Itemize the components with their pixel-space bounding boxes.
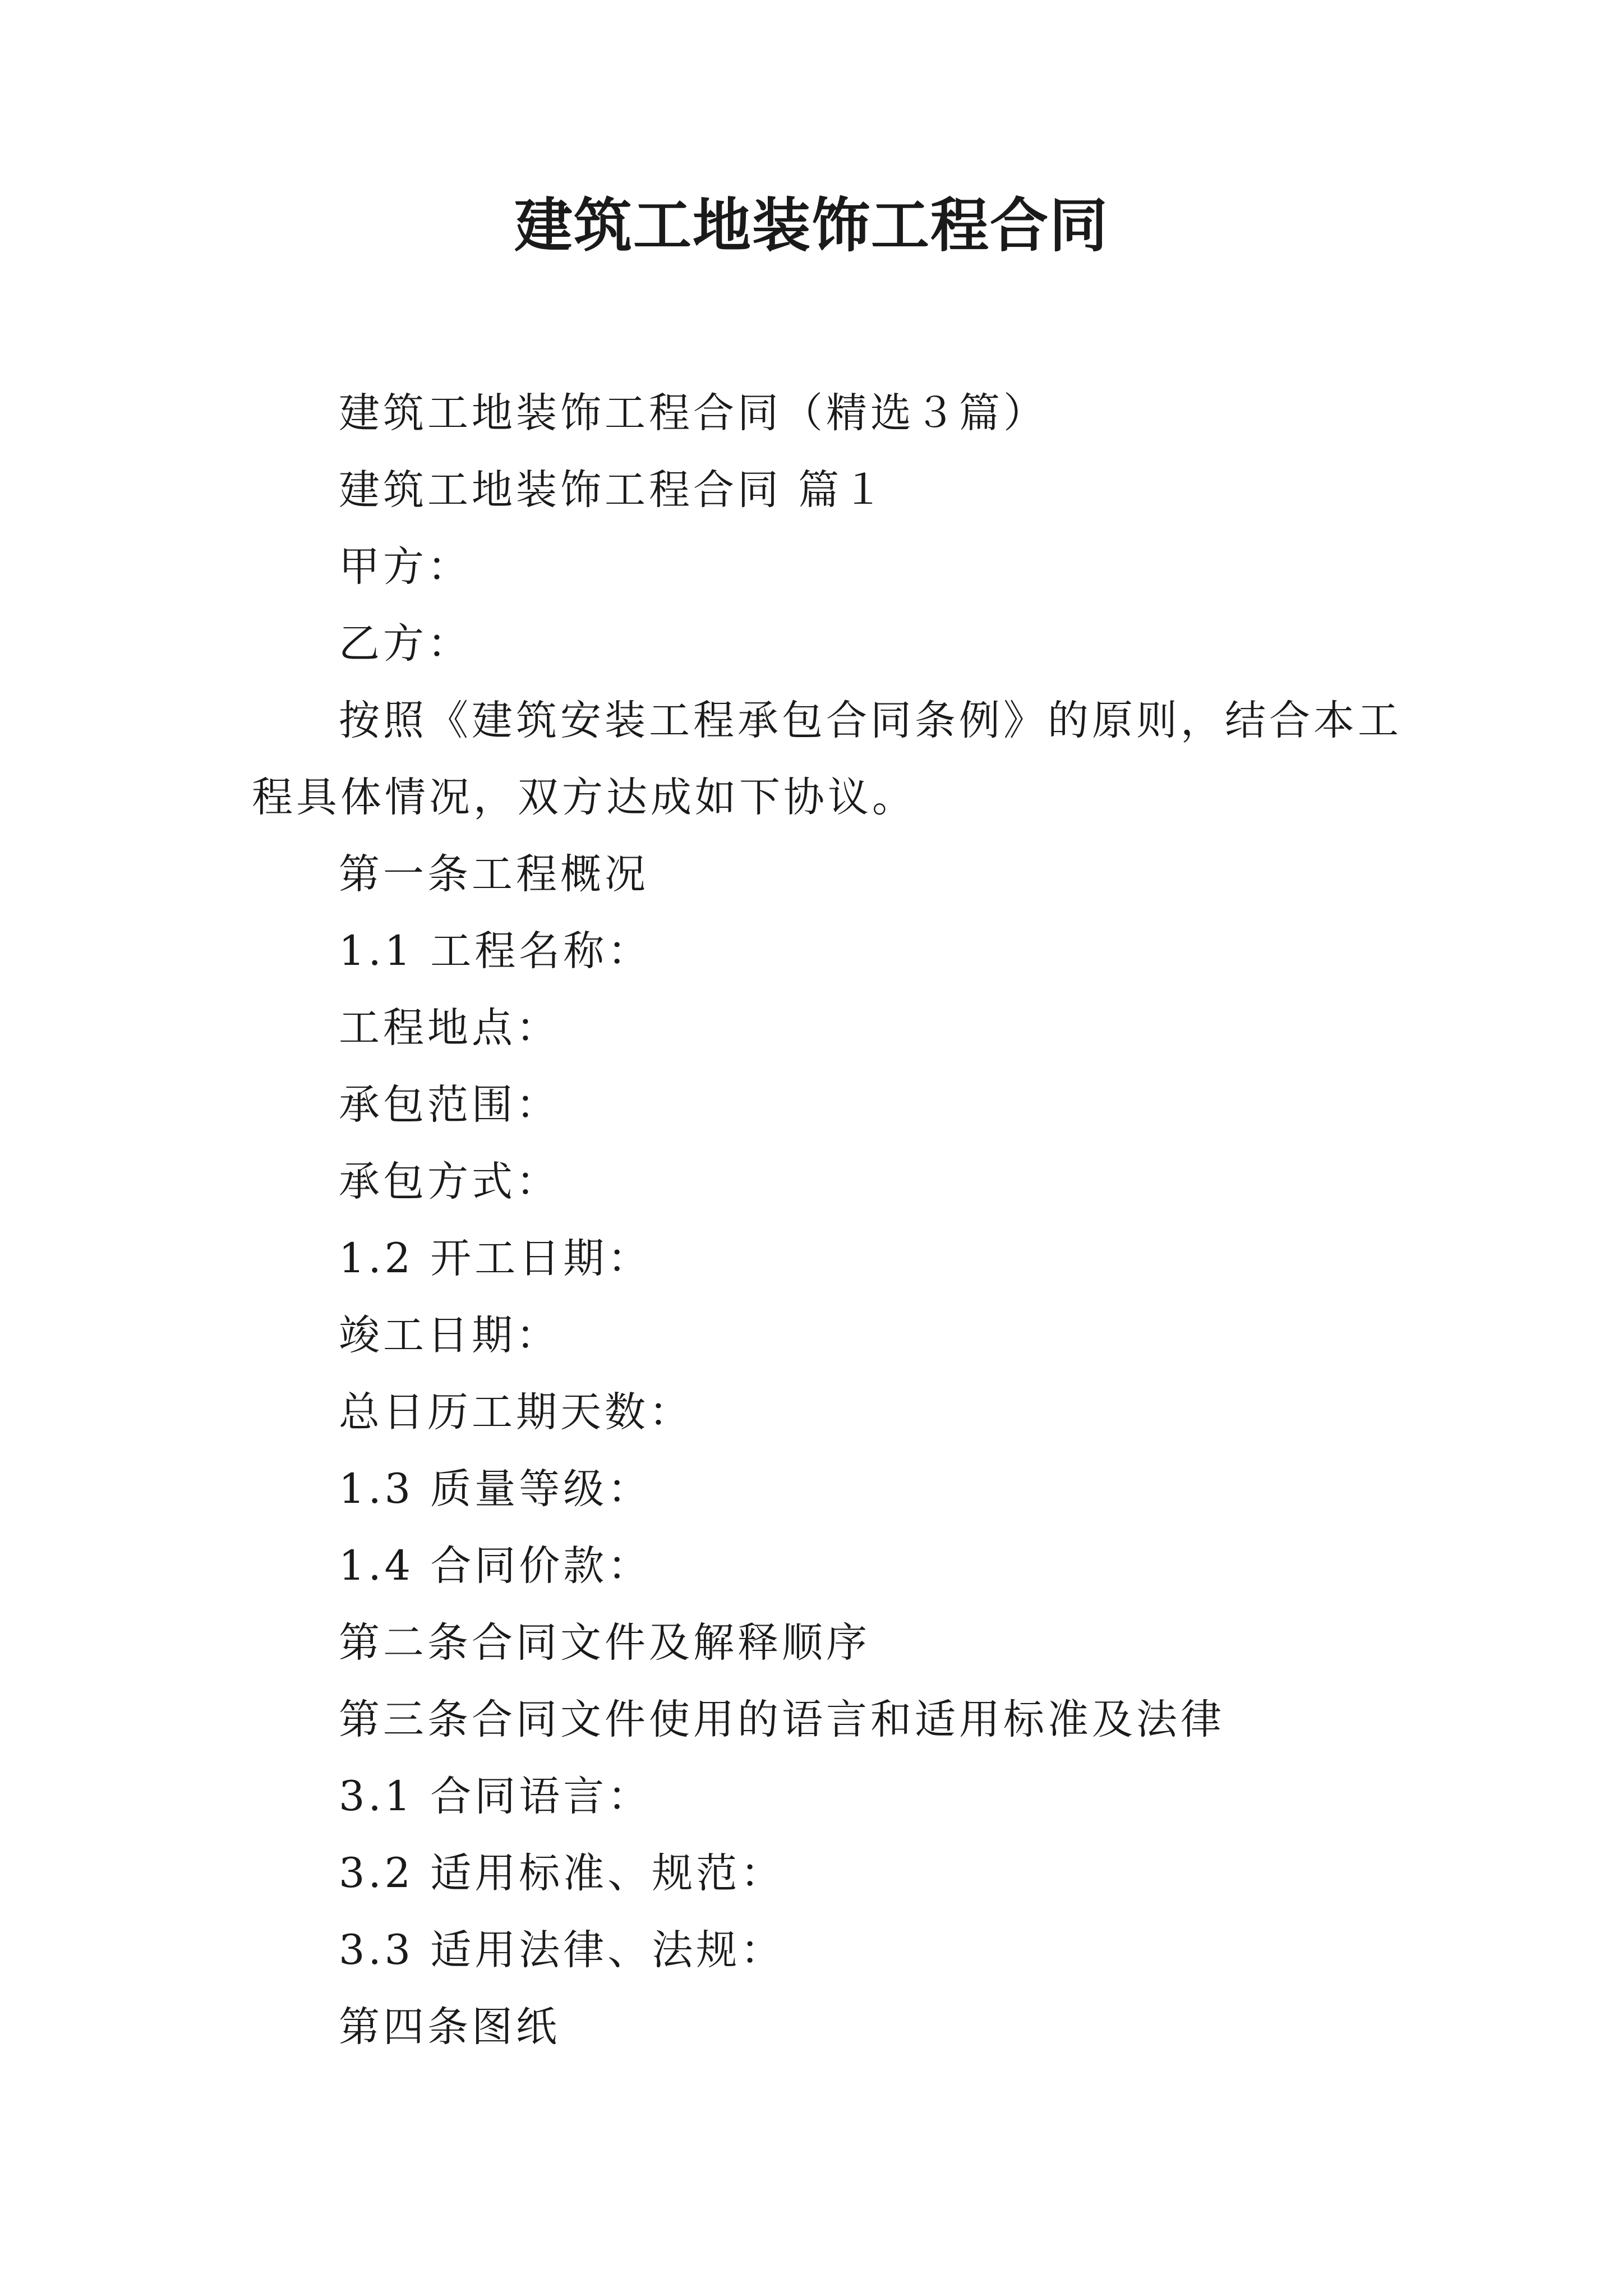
paragraph-line: 3.1 合同语言： bbox=[339, 1773, 652, 1820]
document-body bbox=[252, 375, 1402, 2065]
paragraph-line: 第二条合同文件及解释顺序 bbox=[339, 1619, 870, 1667]
paragraph-line: 乙方： bbox=[339, 620, 472, 668]
paragraph-line: 3.3 适用法律、法规： bbox=[339, 1926, 785, 1974]
paragraph-line: 第一条工程概况 bbox=[339, 850, 649, 898]
paragraph-line: 建筑工地装饰工程合同 篇１ bbox=[339, 466, 887, 514]
paragraph-line: 1.4 合同价款： bbox=[339, 1542, 652, 1590]
paragraph-line: 承包方式： bbox=[339, 1158, 560, 1205]
paragraph-line: 第三条合同文件使用的语言和适用标准及法律 bbox=[339, 1696, 1225, 1743]
paragraph-line: 竣工日期： bbox=[339, 1312, 560, 1359]
document-title: 建筑工地装饰工程合同 bbox=[514, 191, 1109, 260]
paragraph-line: 甲方： bbox=[339, 543, 472, 591]
paragraph-line: 承包范围： bbox=[339, 1081, 560, 1129]
paragraph-line: 3.2 适用标准、规范： bbox=[339, 1849, 785, 1897]
paragraph-line: 1.1 工程名称： bbox=[339, 927, 652, 975]
paragraph-line: 建筑工地装饰工程合同（精选３篇） bbox=[339, 389, 1048, 437]
paragraph-line: 1.2 开工日期： bbox=[339, 1235, 652, 1282]
paragraph-line: 总日历工期天数： bbox=[339, 1388, 693, 1436]
paragraph-line: 程具体情况，双方达成如下协议。 bbox=[252, 774, 916, 821]
paragraph-line: 第四条图纸 bbox=[339, 2003, 560, 2051]
paragraph-line: 1.3 质量等级： bbox=[339, 1465, 652, 1513]
paragraph-line: 工程地点： bbox=[339, 1004, 560, 1052]
paragraph-line: 按照《建筑安装工程承包合同条例》的原则，结合本工 bbox=[339, 697, 1402, 744]
